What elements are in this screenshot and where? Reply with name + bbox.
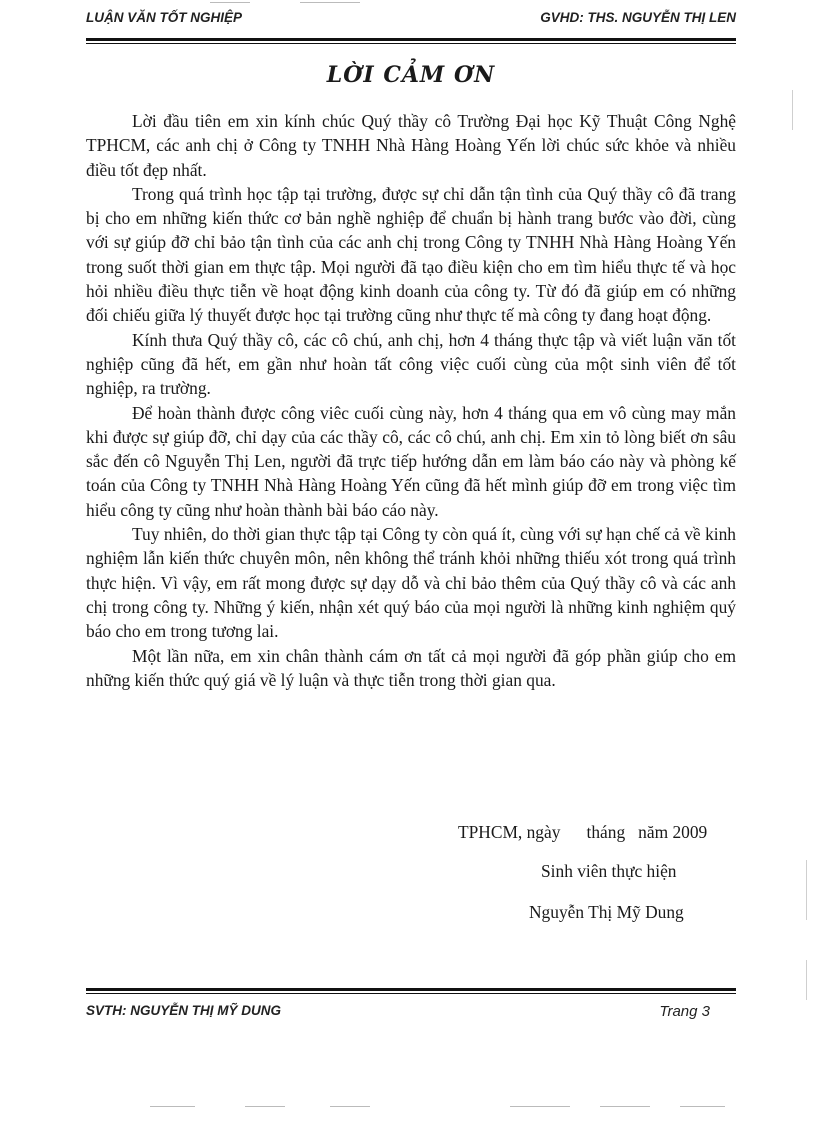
scan-artifact <box>330 1106 370 1107</box>
paragraph: Lời đầu tiên em xin kính chúc Quý thầy cô Trường Đại học Kỹ Thuật Công Nghệ TPHCM, các anh chị ở Công ty TNHH Nhà Hàng Hoàng Yến lời chúc sức khỏe và nhiều điều tốt đẹp nhất. <box>86 111 736 180</box>
scan-artifact <box>600 1106 650 1107</box>
paragraph: Một lần nữa, em xin chân thành cám ơn tất cả mọi người đã góp phần giúp cho em những kiến thức quý giá về lý luận và thực tiễn trong thời gian qua. <box>86 645 736 690</box>
signature-date: TPHCM, ngày tháng năm 2009 <box>458 822 708 842</box>
paragraph: Tuy nhiên, do thời gian thực tập tại Công ty còn quá ít, cùng với sự hạn chế cả về kinh nghiệm lẫn kiến thức chuyên môn, nên không thể tránh khỏi những thiếu xót trong quá trình thực hiện. Vì vậy, em rất mong được sự dạy dỗ và chỉ bảo thêm của Quý thầy cô và các anh chị trong công ty. Những ý kiến, nhận xét quý báo của mọi người là những kinh nghiệm quý báo cho em trong tương lai. <box>86 524 736 642</box>
scan-artifact <box>510 1106 570 1107</box>
scan-artifact <box>300 2 360 3</box>
signature-name: Nguyễn Thị Mỹ Dung <box>529 902 684 922</box>
signature-role: Sinh viên thực hiện <box>541 861 677 881</box>
scan-artifact <box>806 960 807 1000</box>
scan-artifact <box>245 1106 285 1107</box>
paragraph: Để hoàn thành được công viêc cuối cùng này, hơn 4 tháng qua em vô cùng may mắn khi được sự giúp đỡ, chỉ dạy của các thầy cô, các cô chú, anh chị. Em xin tỏ lòng biết ơn sâu sắc đến cô Nguyễn Thị Len, người đã trực tiếp hướng dẫn em làm báo cáo này và phòng kế toán của Công ty TNHH Nhà Hàng Hoàng Yến cũng đã hết mình giúp đỡ em trong việc tìm hiểu công ty cũng như hoàn thành bài báo cáo này. <box>86 402 736 520</box>
header-advisor: GVHD: THS. NGUYỄN THỊ LEN <box>540 10 736 25</box>
paragraph: Trong quá trình học tập tại trường, được sự chỉ dẫn tận tình của Quý thầy cô đã trang bị cho em những kiến thức cơ bản nghề nghiệp để chuẩn bị hành trang bước vào đời, cùng với sự giúp đỡ chỉ bảo tận tình của các anh chị trong Công ty TNHH Nhà Hàng Hoàng Yến trong suốt thời gian em thực tập. Mọi người đã tạo điều kiện cho em tìm hiểu thực tế và học hỏi nhiều điều thực tiễn về hoạt động kinh doanh của công ty. Từ đó đã giúp em có những đối chiếu giữa lý thuyết được học tại trường cũng như thực tế mà công ty đang hoạt động. <box>86 183 736 326</box>
footer-page-number: Trang 3 <box>659 1003 710 1020</box>
paragraph: Kính thưa Quý thầy cô, các cô chú, anh chị, hơn 4 tháng thực tập và viết luận văn tốt nghiệp cũng đã hết, em gần như hoàn tất công việc cuối cùng của một sinh viên để tốt nghiệp, ra trường. <box>86 329 736 399</box>
scan-artifact <box>210 2 250 3</box>
acknowledgement-body <box>86 109 736 692</box>
scan-artifact <box>680 1106 725 1107</box>
scan-artifact <box>150 1106 195 1107</box>
header-thesis-label: LUẬN VĂN TỐT NGHIỆP <box>86 10 243 25</box>
footer-student: SVTH: NGUYỄN THỊ MỸ DUNG <box>86 1003 282 1018</box>
header-rule <box>86 38 736 44</box>
scan-artifact <box>806 860 807 920</box>
page-title: LỜI CẢM ƠN <box>326 62 496 88</box>
footer-rule <box>86 988 736 994</box>
scan-artifact <box>792 90 793 130</box>
